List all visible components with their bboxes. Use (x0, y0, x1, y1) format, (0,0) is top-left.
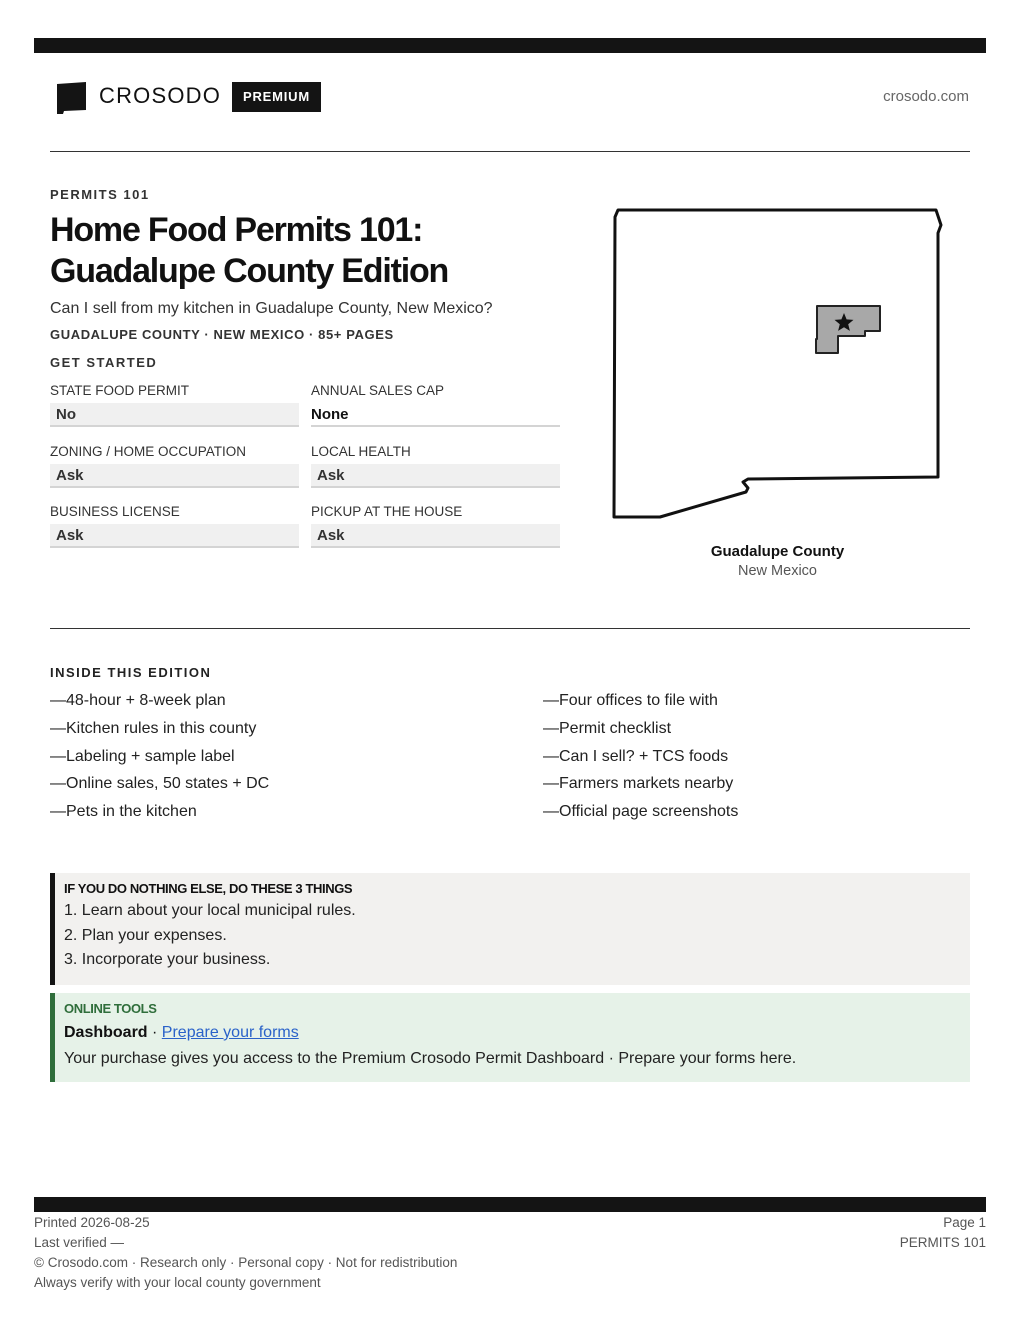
page-number: Page 1 (943, 1215, 986, 1230)
page-title (50, 210, 610, 292)
inside-edition-heading: INSIDE THIS EDITION (50, 665, 212, 680)
field-value: No (50, 403, 299, 427)
field-label: ANNUAL SALES CAP (311, 383, 445, 398)
section-divider (50, 628, 970, 629)
field-pickup-at-house (311, 504, 560, 552)
list-item: —Four offices to file with (543, 692, 718, 709)
map-caption (610, 543, 945, 579)
field-value: Ask (50, 524, 299, 548)
tools-description: Your purchase gives you access to the Premium Crosodo Permit Dashboard · Prepare your forms here. (64, 1050, 797, 1067)
field-value: Ask (50, 464, 299, 488)
map-county-name: Guadalupe County (710, 543, 845, 560)
new-mexico-outline (614, 210, 941, 517)
title-line-1: Home Food Permits 101: (50, 211, 423, 249)
dashboard-label: Dashboard (64, 1024, 148, 1041)
top-rule-bar (34, 38, 986, 53)
list-item: 1. Learn about your local municipal rules. (64, 902, 356, 919)
page-subtitle: Can I sell from my kitchen in Guadalupe County, New Mexico? (50, 300, 493, 317)
list-item: —Kitchen rules in this county (50, 719, 257, 737)
tools-title: ONLINE TOOLS (64, 1001, 157, 1016)
field-label: PICKUP AT THE HOUSE (311, 504, 463, 519)
title-line-2: Guadalupe County Edition (50, 252, 449, 290)
footer-right (900, 1213, 986, 1253)
field-value: None (311, 403, 560, 427)
three-things-callout (50, 873, 970, 985)
online-tools-box (50, 993, 970, 1082)
prepare-forms-link[interactable]: Prepare your forms (161, 1024, 299, 1041)
list-item: —Can I sell? + TCS foods (543, 747, 729, 765)
section-kicker: PERMITS 101 (50, 187, 150, 202)
printed-date: Printed 2026-08-25 (34, 1215, 150, 1230)
map-state-name: New Mexico (738, 563, 817, 579)
state-county-map (610, 205, 945, 523)
last-verified: Last verified — (34, 1235, 125, 1250)
list-item: —48-hour + 8-week plan (50, 692, 226, 709)
list-item: —Online sales, 50 states + DC (50, 775, 270, 793)
list-item: —Labeling + sample label (50, 747, 235, 765)
field-zoning-home-occupation (50, 444, 299, 492)
footer-section: PERMITS 101 (899, 1235, 986, 1250)
verify-note: Always verify with your local county government (34, 1275, 321, 1290)
field-business-license (50, 504, 299, 552)
list-item: 2. Plan your expenses. (64, 926, 227, 944)
field-label: ZONING / HOME OCCUPATION (50, 444, 247, 459)
premium-badge: PREMIUM (232, 82, 321, 112)
brand-name: CROSODO (99, 83, 222, 108)
header (50, 78, 970, 118)
separator: · (147, 1024, 162, 1041)
get-started-heading: GET STARTED (50, 355, 158, 370)
footer-rule-bar (34, 1197, 986, 1212)
list-item: —Pets in the kitchen (50, 803, 197, 821)
tools-links-line (64, 1024, 970, 1050)
list-item: —Farmers markets nearby (543, 775, 734, 793)
inside-list-right (543, 692, 738, 831)
list-item: —Official page screenshots (543, 803, 739, 821)
field-annual-sales-cap (311, 383, 560, 431)
callout-title: IF YOU DO NOTHING ELSE, DO THESE 3 THINGS (64, 881, 353, 896)
site-url[interactable]: crosodo.com (883, 88, 969, 105)
inside-list-left (50, 692, 269, 831)
copyright: © Crosodo.com · Research only · Personal copy · Not for redistribution (34, 1255, 458, 1270)
list-item: —Permit checklist (543, 719, 672, 737)
list-item: 3. Incorporate your business. (64, 951, 271, 968)
field-local-health (311, 444, 560, 492)
field-value: Ask (311, 464, 560, 488)
field-label: STATE FOOD PERMIT (50, 383, 190, 398)
footer-left (34, 1213, 457, 1293)
field-value: Ask (311, 524, 560, 548)
header-divider (50, 151, 970, 152)
field-state-food-permit (50, 383, 299, 431)
field-label: BUSINESS LICENSE (50, 504, 180, 519)
callout-list (64, 902, 970, 976)
field-label: LOCAL HEALTH (311, 444, 411, 459)
new-mexico-logo-icon (54, 80, 88, 114)
edition-meta: GUADALUPE COUNTY · NEW MEXICO · 85+ PAGES (50, 327, 394, 342)
